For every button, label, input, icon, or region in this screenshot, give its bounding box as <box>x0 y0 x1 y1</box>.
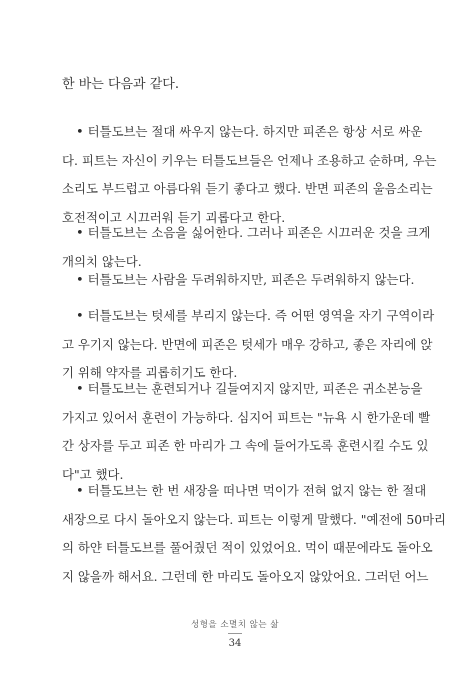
bullet-icon: • <box>76 125 84 140</box>
paragraph-line: • 터틀도브는 절대 싸우지 않는다. 하지만 피존은 항상 서로 싸운 <box>76 124 423 140</box>
bullet-icon: • <box>76 382 84 397</box>
paragraph-line: 고 우기지 않는다. 반면에 피존은 텃세가 매우 강하고, 좋은 자리에 앉 <box>62 336 433 352</box>
paragraph-line: 가지고 있어서 훈련이 가능하다. 심지어 피트는 "뉴욕 시 한가운데 빨 <box>62 409 431 425</box>
intro-line: 한 바는 다음과 같다. <box>62 77 179 92</box>
bullet-icon: • <box>76 226 84 241</box>
paragraph-line: • 터틀도브는 소음을 싫어한다. 그러나 피존은 시끄러운 것을 크게 <box>76 225 431 241</box>
running-footer-book-title: 성형을 소멸치 않는 삶 <box>190 620 279 630</box>
paragraph-line: 호전적이고 시끄러워 듣기 괴롭다고 한다. <box>62 209 286 225</box>
paragraph-line: 지 않을까 해서요. 그런데 한 마리도 돌아오지 않았어요. 그러던 어느 <box>62 568 429 584</box>
paragraph-line: 간 상자를 두고 피존 한 마리가 그 속에 들어가도록 훈련시킬 수도 있 <box>62 438 429 453</box>
paragraph-line: 다"고 했다. <box>62 466 124 482</box>
footer-divider <box>228 633 242 634</box>
paragraph-line: 기 위해 약자를 괴롭히기도 한다. <box>62 365 238 380</box>
bullet-icon: • <box>76 309 84 324</box>
paragraph-line: • 터틀도브는 훈련되거나 길들여지지 않지만, 피존은 귀소본능을 <box>76 381 423 397</box>
page-number: 34 <box>228 638 242 649</box>
bullet-icon: • <box>76 273 84 288</box>
paragraph-line: • 터틀도브는 사람을 두려워하지만, 피존은 두려워하지 않는다. <box>76 272 415 288</box>
bullet-paragraph <box>62 375 431 489</box>
bullet-icon: • <box>76 484 84 499</box>
bullet-paragraph <box>62 266 415 295</box>
paragraph-line: 소리도 부드럽고 아름다워 듣기 좋다고 했다. 반면 피존의 울음소리는 <box>62 181 433 196</box>
paragraph-line: • 터틀도브는 한 번 새장을 떠나면 먹이가 전혀 없지 않는 한 절대 <box>76 483 427 499</box>
paragraph-line: 의 하얀 터틀도브를 풀어줬던 적이 있었어요. 먹이 때문에라도 돌아오 <box>62 540 433 555</box>
bullet-paragraph <box>62 118 437 232</box>
paragraph-line: 새장으로 다시 돌아오지 않는다. 피트는 이렇게 말했다. "예전에 50마리 <box>62 511 447 527</box>
paragraph-line: 다. 피트는 자신이 키우는 터틀도브들은 언제나 조용하고 순하며, 우는 <box>62 152 437 168</box>
bullet-paragraph <box>62 477 447 591</box>
paragraph-line: • 터틀도브는 텃세를 부리지 않는다. 즉 어떤 영역을 자기 구역이라 <box>76 308 435 324</box>
paragraph-line: 개의치 않는다. <box>62 253 142 269</box>
